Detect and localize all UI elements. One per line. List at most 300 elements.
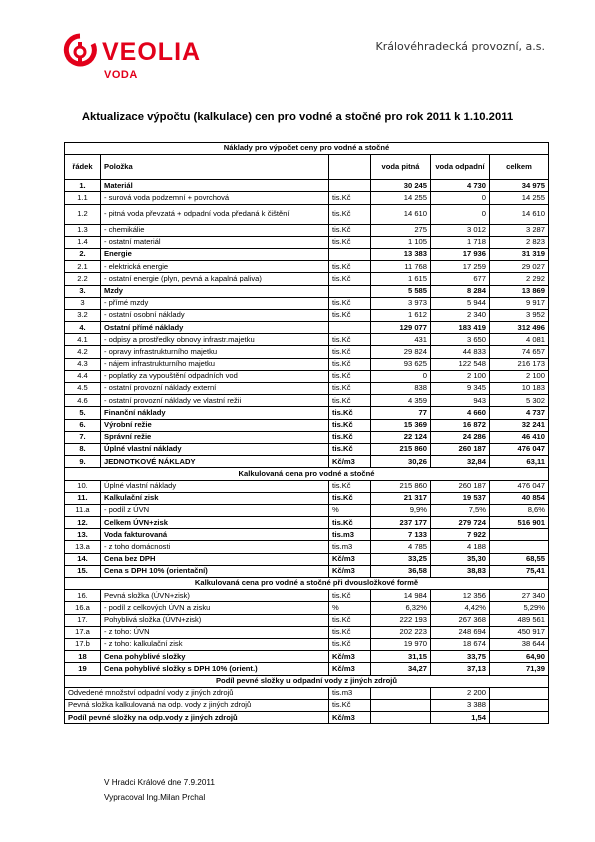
document-title: Aktualizace výpočtu (kalkulace) cen pro vodné a stočné pro rok 2011 k 1.10.2011: [81, 111, 514, 123]
row-number: 11.: [65, 492, 101, 504]
section-header: [65, 468, 549, 480]
value-voda-odpadni: 2 200: [431, 687, 490, 699]
value-voda-pitna: 4 785: [371, 541, 431, 553]
value-celkem: 68,55: [490, 553, 549, 565]
row-unit: tis.Kč: [329, 309, 371, 321]
value-voda-odpadni: 4 660: [431, 407, 490, 419]
value-voda-odpadni: 183 419: [431, 322, 490, 334]
row-unit: tis.Kč: [329, 334, 371, 346]
table-row: [65, 651, 549, 663]
section-header: [65, 675, 549, 687]
value-voda-odpadni: 260 187: [431, 480, 490, 492]
row-unit: tis.Kč: [329, 614, 371, 626]
empty-cell: [371, 699, 431, 711]
value-celkem: 46 410: [490, 431, 549, 443]
value-celkem: 34 975: [490, 180, 549, 192]
table-row: [65, 383, 549, 395]
value-voda-odpadni: 17 259: [431, 261, 490, 273]
value-voda-odpadni: 3 650: [431, 334, 490, 346]
table-row: [65, 358, 549, 370]
row-label: Cena s DPH 10% (orientační): [101, 565, 329, 577]
row-unit: tis.m3: [329, 687, 371, 699]
row-label: Cena pohyblivé složky s DPH 10% (orient.): [101, 663, 329, 675]
value-celkem: 5 302: [490, 395, 549, 407]
table-row: [65, 456, 549, 468]
row-number: 1.3: [65, 224, 101, 236]
value-voda-odpadni: 9 345: [431, 383, 490, 395]
row-label: - z toho: kalkulační zisk: [101, 638, 329, 650]
row-number: 7.: [65, 431, 101, 443]
row-label: - ostatní osobní náklady: [101, 309, 329, 321]
value-voda-odpadni: 16 872: [431, 419, 490, 431]
value-voda-pitna: 1 612: [371, 309, 431, 321]
row-number: 16.a: [65, 602, 101, 614]
table-row: [65, 322, 549, 334]
row-number: 12.: [65, 517, 101, 529]
value-voda-pitna: 6,32%: [371, 602, 431, 614]
value-voda-pitna: 29 824: [371, 346, 431, 358]
value-voda-odpadni: 943: [431, 395, 490, 407]
row-label: - opravy infrastrukturního majetku: [101, 346, 329, 358]
row-number: 11.a: [65, 504, 101, 516]
row-label: - chemikálie: [101, 224, 329, 236]
section-title: Náklady pro výpočet ceny pro vodné a stočné: [65, 143, 549, 155]
row-number: 4.4: [65, 370, 101, 382]
row-number: 2.: [65, 248, 101, 260]
value-celkem: 2 100: [490, 370, 549, 382]
row-unit: [329, 322, 371, 334]
row-label: Cena bez DPH: [101, 553, 329, 565]
value-celkem: [490, 541, 549, 553]
section-header: [65, 143, 549, 155]
table-row: [65, 553, 549, 565]
logo-subtext: VODA: [104, 69, 138, 81]
row-number: 18: [65, 651, 101, 663]
value-voda-pitna: 15 369: [371, 419, 431, 431]
value-voda-odpadni: 4,42%: [431, 602, 490, 614]
table-row: [65, 407, 549, 419]
value-celkem: 3 952: [490, 309, 549, 321]
value-voda-odpadni: 260 187: [431, 443, 490, 455]
row-number: 13.: [65, 529, 101, 541]
value-celkem: 29 027: [490, 261, 549, 273]
row-number: 17.a: [65, 626, 101, 638]
value-voda-odpadni: 32,84: [431, 456, 490, 468]
value-celkem: 489 561: [490, 614, 549, 626]
row-label: Materiál: [101, 180, 329, 192]
row-label: - z toho domácnosti: [101, 541, 329, 553]
value-celkem: 64,90: [490, 651, 549, 663]
row-unit: tis.Kč: [329, 699, 371, 711]
value-celkem: 31 319: [490, 248, 549, 260]
value-voda-pitna: 202 223: [371, 626, 431, 638]
row-unit: tis.Kč: [329, 395, 371, 407]
value-voda-odpadni: 7,5%: [431, 504, 490, 516]
value-celkem: 32 241: [490, 419, 549, 431]
row-unit: tis.Kč: [329, 517, 371, 529]
table-row: [65, 517, 549, 529]
row-number: 9.: [65, 456, 101, 468]
value-voda-pitna: 215 860: [371, 480, 431, 492]
row-unit: tis.Kč: [329, 358, 371, 370]
row-label: Cena pohyblivé složky: [101, 651, 329, 663]
value-voda-odpadni: 122 548: [431, 358, 490, 370]
value-voda-pitna: 77: [371, 407, 431, 419]
value-voda-odpadni: 19 537: [431, 492, 490, 504]
row-unit: tis.Kč: [329, 443, 371, 455]
row-unit: tis.Kč: [329, 638, 371, 650]
value-celkem: 2 292: [490, 273, 549, 285]
empty-cell: [371, 712, 431, 724]
row-label: - ostatní materiál: [101, 236, 329, 248]
value-celkem: 14 610: [490, 204, 549, 224]
value-voda-odpadni: 677: [431, 273, 490, 285]
row-label: Pevná složka kalkulovaná na odp. vody z jiných zdrojů: [65, 699, 329, 711]
table-body: [65, 143, 549, 724]
value-voda-pitna: 14 984: [371, 590, 431, 602]
value-voda-odpadni: 1,54: [431, 712, 490, 724]
row-label: Mzdy: [101, 285, 329, 297]
footer-place-date: V Hradci Králové dne 7.9.2011: [104, 778, 215, 787]
row-unit: [329, 180, 371, 192]
value-celkem: 216 173: [490, 358, 549, 370]
row-unit: tis.Kč: [329, 346, 371, 358]
row-label: - ostatní energie (plyn, pevná a kapalná paliva): [101, 273, 329, 285]
table-row: [65, 236, 549, 248]
row-number: 4.1: [65, 334, 101, 346]
value-voda-odpadni: 38,83: [431, 565, 490, 577]
value-voda-pitna: 34,27: [371, 663, 431, 675]
value-voda-pitna: 33,25: [371, 553, 431, 565]
value-voda-odpadni: 248 694: [431, 626, 490, 638]
row-unit: [329, 248, 371, 260]
value-voda-pitna: 14 610: [371, 204, 431, 224]
header-polozka: Položka: [101, 155, 329, 180]
footer: [104, 775, 215, 805]
value-voda-odpadni: 5 944: [431, 297, 490, 309]
value-voda-pitna: 13 383: [371, 248, 431, 260]
row-number: 5.: [65, 407, 101, 419]
value-voda-pitna: 5 585: [371, 285, 431, 297]
value-celkem: 3 287: [490, 224, 549, 236]
value-voda-pitna: 93 625: [371, 358, 431, 370]
table-row: [65, 431, 549, 443]
row-label: - pitná voda převzatá + odpadní voda předaná k čištění: [101, 204, 329, 224]
value-celkem: 40 854: [490, 492, 549, 504]
value-voda-odpadni: 4 188: [431, 541, 490, 553]
value-celkem: 27 340: [490, 590, 549, 602]
row-number: 1.1: [65, 192, 101, 204]
row-number: 10.: [65, 480, 101, 492]
table-row: [65, 309, 549, 321]
value-voda-pitna: 3 973: [371, 297, 431, 309]
table-row: [65, 480, 549, 492]
row-unit: tis.Kč: [329, 419, 371, 431]
value-celkem: 63,11: [490, 456, 549, 468]
row-number: 3.: [65, 285, 101, 297]
row-label: - podíl z ÚVN: [101, 504, 329, 516]
row-label: Úplné vlastní náklady: [101, 480, 329, 492]
table-row: [65, 285, 549, 297]
row-number: 2.2: [65, 273, 101, 285]
row-unit: tis.Kč: [329, 224, 371, 236]
value-voda-pitna: 31,15: [371, 651, 431, 663]
table-row: [65, 504, 549, 516]
value-celkem: 4 737: [490, 407, 549, 419]
header-celkem: celkem: [490, 155, 549, 180]
row-unit: tis.Kč: [329, 204, 371, 224]
veolia-logo: [62, 32, 222, 82]
row-unit: Kč/m3: [329, 565, 371, 577]
value-voda-odpadni: 7 922: [431, 529, 490, 541]
value-voda-pitna: 11 768: [371, 261, 431, 273]
value-voda-odpadni: 0: [431, 192, 490, 204]
table-row: [65, 492, 549, 504]
value-voda-odpadni: 4 730: [431, 180, 490, 192]
value-voda-pitna: 4 359: [371, 395, 431, 407]
row-label: - z toho: ÚVN: [101, 626, 329, 638]
section-title: Podíl pevné složky u odpadní vody z jiných zdrojů: [65, 675, 549, 687]
value-voda-odpadni: 279 724: [431, 517, 490, 529]
value-voda-pitna: 7 133: [371, 529, 431, 541]
table-row: [65, 590, 549, 602]
row-label: Úplné vlastní náklady: [101, 443, 329, 455]
row-label: Ostatní přímé náklady: [101, 322, 329, 334]
empty-cell: [490, 699, 549, 711]
value-voda-odpadni: 2 340: [431, 309, 490, 321]
row-number: 4.5: [65, 383, 101, 395]
row-label: - elektrická energie: [101, 261, 329, 273]
row-number: 1.2: [65, 204, 101, 224]
row-unit: tis.Kč: [329, 407, 371, 419]
logo-text: VEOLIA: [102, 38, 202, 66]
row-label: - ostatní provozní náklady ve vlastní režii: [101, 395, 329, 407]
table-row: [65, 180, 549, 192]
row-unit: tis.Kč: [329, 273, 371, 285]
row-unit: tis.Kč: [329, 626, 371, 638]
table-row: [65, 602, 549, 614]
value-celkem: 71,39: [490, 663, 549, 675]
section-title: Kalkulovaná cena pro vodné a stočné při dvousložkové formě: [65, 578, 549, 590]
row-unit: %: [329, 602, 371, 614]
row-unit: Kč/m3: [329, 712, 371, 724]
row-unit: tis.Kč: [329, 236, 371, 248]
row-number: 17.: [65, 614, 101, 626]
value-voda-pitna: 14 255: [371, 192, 431, 204]
value-celkem: 75,41: [490, 565, 549, 577]
value-celkem: 9 917: [490, 297, 549, 309]
table-row: [65, 626, 549, 638]
value-voda-odpadni: 267 368: [431, 614, 490, 626]
value-celkem: 10 183: [490, 383, 549, 395]
value-voda-pitna: 222 193: [371, 614, 431, 626]
section-header: [65, 578, 549, 590]
row-unit: tis.Kč: [329, 383, 371, 395]
value-voda-pitna: 19 970: [371, 638, 431, 650]
row-label: - přímé mzdy: [101, 297, 329, 309]
row-label: Odvedené množství odpadní vody z jiných zdrojů: [65, 687, 329, 699]
value-voda-pitna: 36,58: [371, 565, 431, 577]
header-unit: [329, 155, 371, 180]
row-label: - surová voda podzemní + povrchová: [101, 192, 329, 204]
value-voda-odpadni: 37,13: [431, 663, 490, 675]
table-row: [65, 419, 549, 431]
header-radek: řádek: [65, 155, 101, 180]
value-voda-pitna: 129 077: [371, 322, 431, 334]
table-row: [65, 614, 549, 626]
empty-cell: [371, 687, 431, 699]
table-row: [65, 443, 549, 455]
table-row: [65, 261, 549, 273]
value-voda-pitna: 30,26: [371, 456, 431, 468]
value-voda-odpadni: 44 833: [431, 346, 490, 358]
row-label: Správní režie: [101, 431, 329, 443]
row-unit: tis.Kč: [329, 492, 371, 504]
table-row: [65, 297, 549, 309]
table-row: [65, 712, 549, 724]
value-celkem: 14 255: [490, 192, 549, 204]
value-voda-pitna: 275: [371, 224, 431, 236]
row-label: Finanční náklady: [101, 407, 329, 419]
table-row: [65, 273, 549, 285]
row-label: Výrobní režie: [101, 419, 329, 431]
table-row: [65, 529, 549, 541]
row-number: 8.: [65, 443, 101, 455]
row-label: Energie: [101, 248, 329, 260]
value-celkem: 74 657: [490, 346, 549, 358]
row-number: 15.: [65, 565, 101, 577]
table-row: [65, 248, 549, 260]
value-voda-pitna: 30 245: [371, 180, 431, 192]
footer-author: Vypracoval Ing.Milan Prchal: [104, 793, 206, 802]
row-label: - podíl z celkových ÚVN a zisku: [101, 602, 329, 614]
calculation-table: [64, 142, 549, 724]
value-voda-pitna: 1 615: [371, 273, 431, 285]
row-label: Voda fakturovaná: [101, 529, 329, 541]
row-number: 3.2: [65, 309, 101, 321]
row-label: - nájem infrastrukturního majetku: [101, 358, 329, 370]
value-celkem: [490, 529, 549, 541]
header-voda-pitna: voda pitná: [371, 155, 431, 180]
row-label: Pevná složka (ÚVN+zisk): [101, 590, 329, 602]
row-number: 16.: [65, 590, 101, 602]
row-unit: tis.Kč: [329, 480, 371, 492]
row-number: 2.1: [65, 261, 101, 273]
row-number: 14.: [65, 553, 101, 565]
value-celkem: 5,29%: [490, 602, 549, 614]
value-voda-pitna: 1 105: [371, 236, 431, 248]
table-row: [65, 699, 549, 711]
value-voda-pitna: 215 860: [371, 443, 431, 455]
row-label: Kalkulační zisk: [101, 492, 329, 504]
row-unit: tis.Kč: [329, 431, 371, 443]
column-header-row: [65, 155, 549, 180]
empty-cell: [490, 687, 549, 699]
row-label: Pohyblivá složka (ÚVN+zisk): [101, 614, 329, 626]
veolia-logo-icon: [62, 32, 98, 72]
company-name: Královéhradecká provozní, a.s.: [375, 40, 545, 53]
table-row: [65, 638, 549, 650]
row-label: - odpisy a prostředky obnovy infrastr.majetku: [101, 334, 329, 346]
value-voda-odpadni: 3 388: [431, 699, 490, 711]
header-voda-odpadni: voda odpadní: [431, 155, 490, 180]
row-unit: tis.m3: [329, 541, 371, 553]
table-row: [65, 541, 549, 553]
value-voda-pitna: 237 177: [371, 517, 431, 529]
table-row: [65, 687, 549, 699]
row-number: 13.a: [65, 541, 101, 553]
value-voda-odpadni: 3 012: [431, 224, 490, 236]
value-voda-odpadni: 0: [431, 204, 490, 224]
value-voda-odpadni: 1 718: [431, 236, 490, 248]
row-unit: tis.Kč: [329, 192, 371, 204]
value-voda-odpadni: 17 936: [431, 248, 490, 260]
value-voda-pitna: 9,9%: [371, 504, 431, 516]
row-number: 3: [65, 297, 101, 309]
value-celkem: 2 823: [490, 236, 549, 248]
value-voda-odpadni: 18 674: [431, 638, 490, 650]
value-celkem: 516 901: [490, 517, 549, 529]
value-celkem: 312 496: [490, 322, 549, 334]
row-unit: tis.Kč: [329, 297, 371, 309]
value-voda-pitna: 838: [371, 383, 431, 395]
value-voda-odpadni: 12 356: [431, 590, 490, 602]
table-row: [65, 370, 549, 382]
value-voda-pitna: 431: [371, 334, 431, 346]
value-celkem: 476 047: [490, 480, 549, 492]
empty-cell: [490, 712, 549, 724]
value-celkem: 476 047: [490, 443, 549, 455]
table-row: [65, 565, 549, 577]
value-voda-pitna: 0: [371, 370, 431, 382]
row-unit: tis.m3: [329, 529, 371, 541]
table-row: [65, 346, 549, 358]
row-number: 19: [65, 663, 101, 675]
value-voda-odpadni: 24 286: [431, 431, 490, 443]
row-label: - ostatní provozní náklady externí: [101, 383, 329, 395]
value-voda-pitna: 21 317: [371, 492, 431, 504]
value-voda-pitna: 22 124: [371, 431, 431, 443]
value-voda-odpadni: 8 284: [431, 285, 490, 297]
value-celkem: 4 081: [490, 334, 549, 346]
value-voda-odpadni: 35,30: [431, 553, 490, 565]
table-row: [65, 204, 549, 224]
row-unit: tis.Kč: [329, 370, 371, 382]
value-celkem: 450 917: [490, 626, 549, 638]
row-unit: Kč/m3: [329, 663, 371, 675]
row-label: JEDNOTKOVÉ NÁKLADY: [101, 456, 329, 468]
row-unit: Kč/m3: [329, 651, 371, 663]
table-row: [65, 192, 549, 204]
table-row: [65, 334, 549, 346]
row-number: 6.: [65, 419, 101, 431]
value-celkem: 38 644: [490, 638, 549, 650]
table-row: [65, 663, 549, 675]
row-unit: tis.Kč: [329, 590, 371, 602]
row-unit: Kč/m3: [329, 553, 371, 565]
row-number: 4.2: [65, 346, 101, 358]
row-unit: [329, 285, 371, 297]
value-celkem: 13 869: [490, 285, 549, 297]
row-number: 1.: [65, 180, 101, 192]
row-unit: tis.Kč: [329, 261, 371, 273]
value-voda-odpadni: 2 100: [431, 370, 490, 382]
value-celkem: 8,6%: [490, 504, 549, 516]
row-number: 4.6: [65, 395, 101, 407]
row-number: 4.: [65, 322, 101, 334]
section-title: Kalkulovaná cena pro vodné a stočné: [65, 468, 549, 480]
row-unit: Kč/m3: [329, 456, 371, 468]
